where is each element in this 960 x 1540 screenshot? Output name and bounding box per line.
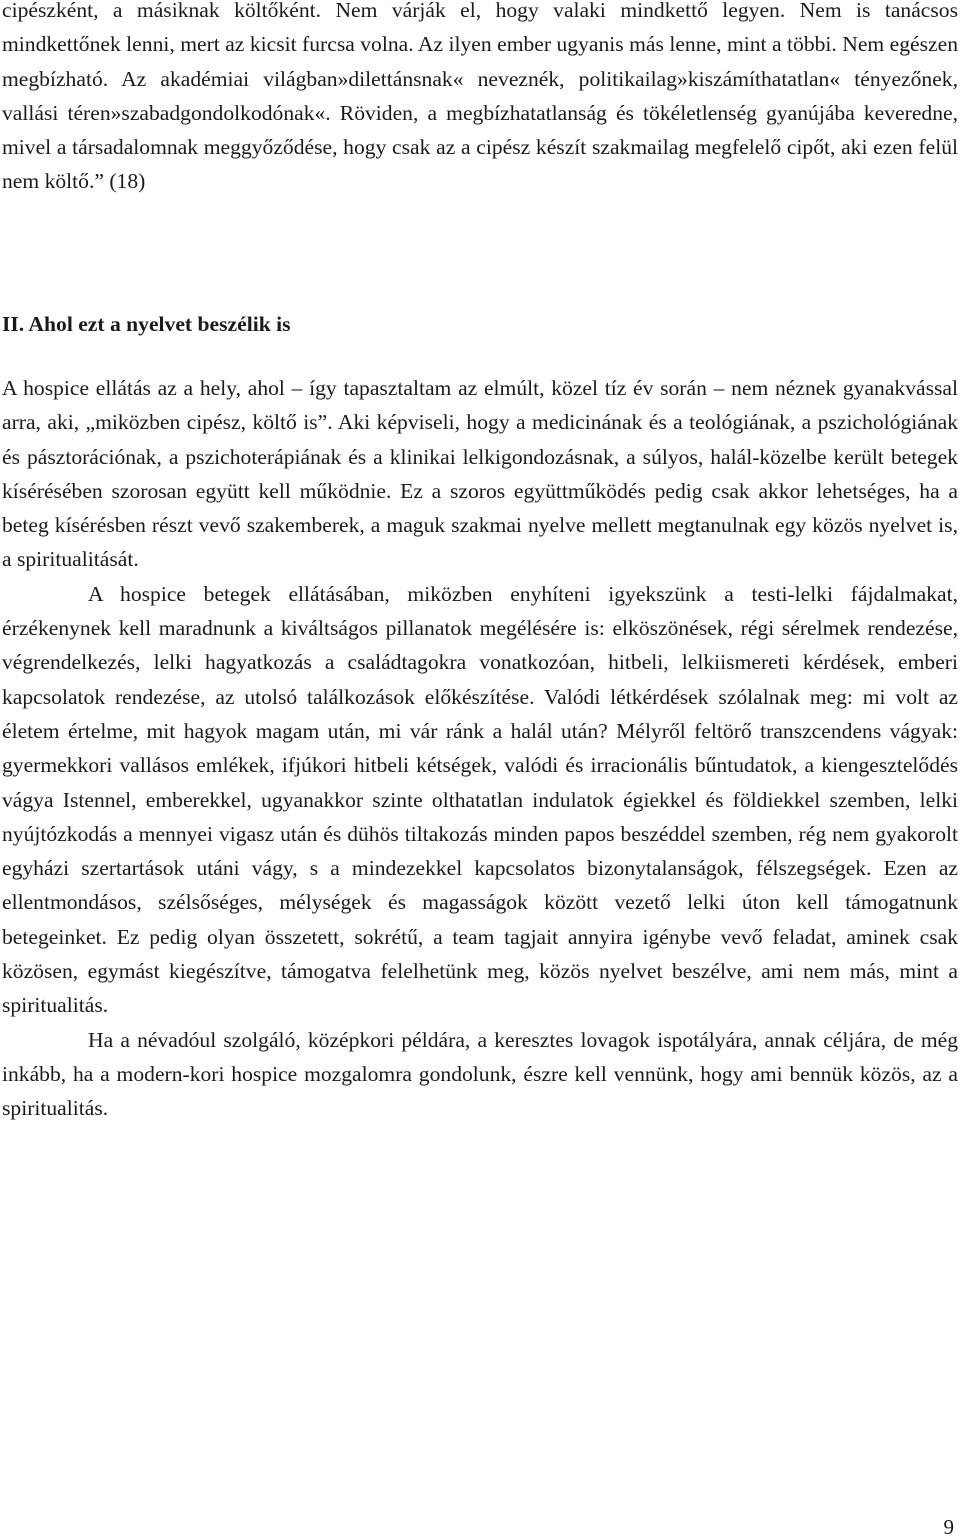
paragraph-3: Ha a névadóul szolgáló, középkori példára, a keresztes lovagok ispotályára, annak céljára, de még inkább, ha a modern-kori hospice mozgalomra gondolunk, észre kell vennünk, hogy ami bennük közös, az a spiritualitás. (2, 1027, 958, 1121)
paragraph-2: A hospice betegek ellátásában, miközben enyhíteni igyekszünk a testi-lelki fájdalmakat, érzékenynek kell maradnunk a kiváltságos pillanatok megélésére is: elköszönések, régi sérelmek rendezése, végrendelkezés, lelki hagyatkozás a családtagokra vonatkozóan, hitbeli, lelkiismereti kérdések, emberi kapcsolatok rendezése, az utolsó találkozások előkészítése. Valódi létkérdések szólalnak meg: mi volt az életem értelme, mit hagyok magam után, mi vár ránk a halál után? Mélyről feltörő transzcendens vágyak: gyermekkori vallásos emlékek, ifjúkori hitbeli kétségek, valódi és irracionális bűntudatok, a kiengesztelődés vágya Istennel, emberekkel, ugyanakkor szinte olthatatlan indulatok égiekkel és földiekkel szemben, lelki nyújtózkodás a mennyei vigasz után és dühös tiltakozás minden papos beszéddel szemben, rég nem gyakorolt egyházi szertartások utáni vágy, s a mindezekkel kapcsolatos bizonytalanságok, félszegségek. Ezen az ellentmondásos, szélsőséges, mélységek és magasságok között vezető lelki úton kell támogatnunk betegeinket. Ez pedig olyan összetett, sokrétű, a team tagjait annyira igénybe vevő feladat, aminek csak közösen, egymást kiegészítve, támogatva felelhetünk meg, közös nyelvet beszélve, ami nem más, mint a spiritualitás. (2, 581, 958, 1018)
section-body (2, 371, 958, 1126)
page-number: 9 (943, 1515, 954, 1539)
paragraph-1: A hospice ellátás az a hely, ahol – így tapasztaltam az elmúlt, közel tíz év során – nem néznek gyanakvással arra, aki, „miközben cipész, költő is”. Aki képviseli, hogy a medicinának és a teológiának, a pszichológiának és pásztorációnak, a pszichoterápiának és a klinikai lelkigondozásnak, a súlyos, halál-közelbe került betegek kísérésében szorosan együtt kell működnie. Ez a szoros együttműködés pedig csak akkor lehetséges, ha a beteg kísérésben részt vevő szakemberek, a maguk szakmai nyelve mellett megtanulnak egy közös nyelvet is, a spiritualitását. (2, 376, 958, 572)
intro-paragraph: cipészként, a másiknak költőként. Nem várják el, hogy valaki mindkettő legyen. Nem is tanácsos mindkettőnek lenni, mert az kicsit furcsa volna. Az ilyen ember ugyanis más lenne, mint a többi. Nem egészen megbízható. Az akadémiai világban»dilettánsnak« neveznék, politikailag»kiszámíthatatlan« tényezőnek, vallási téren»szabadgondolkodónak«. Röviden, a megbízhatatlanság és tökéletlenség gyanújába keveredne, mivel a társadalomnak meggyőződése, hogy csak az a cipész készít szakmailag megfelelő cipőt, aki ezen felül nem költő.” (18) (2, 0, 958, 194)
section-heading: II. Ahol ezt a nyelvet beszélik is (2, 312, 291, 336)
